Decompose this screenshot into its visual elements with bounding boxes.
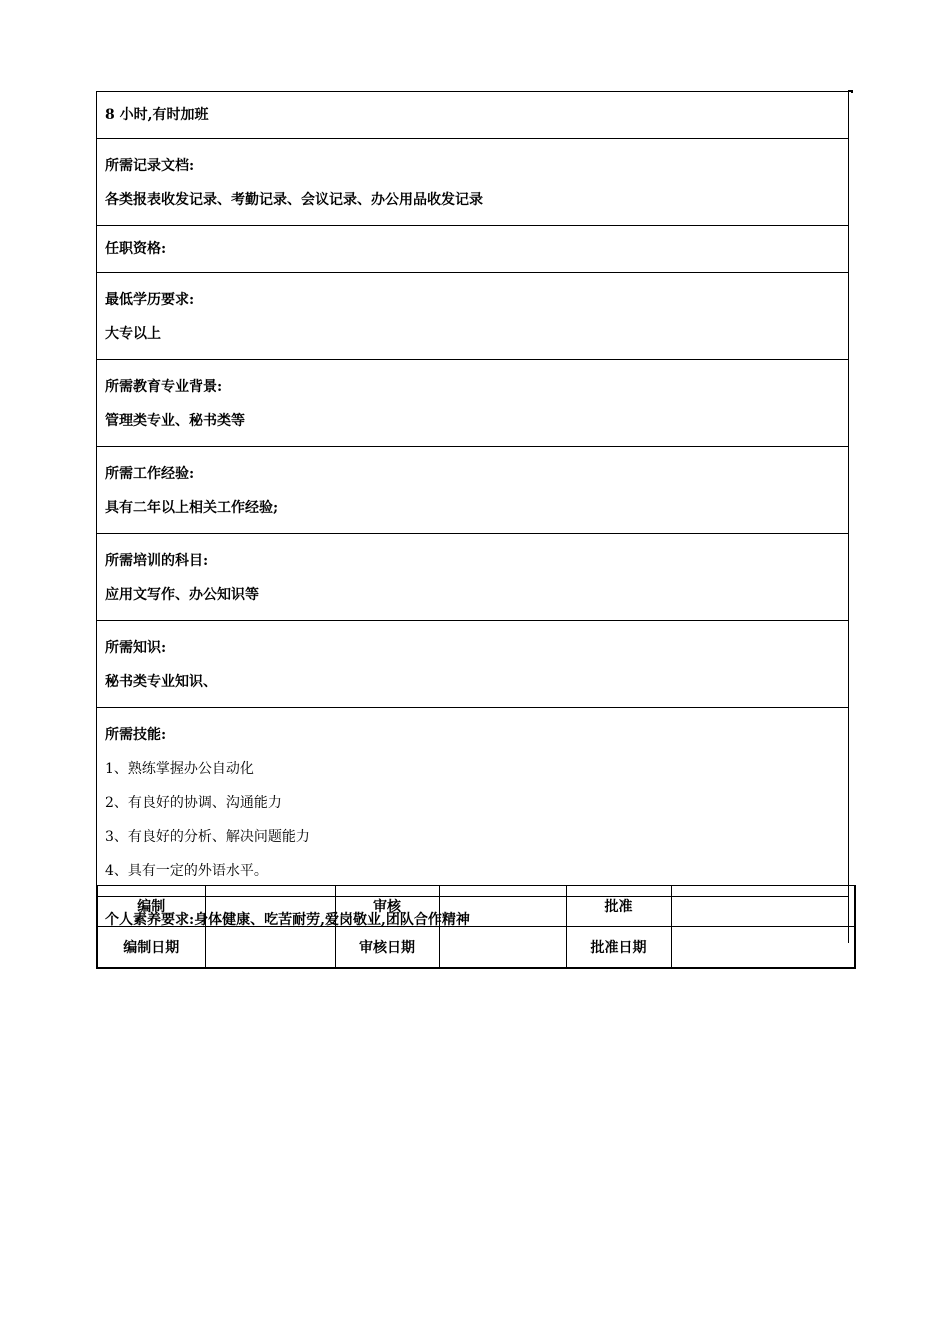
knowledge-heading: 所需知识: (105, 640, 167, 656)
working-hours-text: 8 小时,有时加班 (105, 107, 209, 123)
row-knowledge (97, 621, 848, 708)
row-major (97, 360, 848, 447)
row-education (97, 273, 848, 360)
approved-label: 批准 (566, 886, 671, 927)
education-value: 大专以上 (105, 326, 161, 342)
skill-item-1: 1、熟练掌握办公自动化 (105, 761, 254, 777)
records-heading: 所需记录文档: (105, 158, 195, 174)
skill-item-4: 4、具有一定的外语水平。 (105, 863, 268, 879)
approved-field[interactable] (671, 886, 855, 927)
prepared-label: 编制 (97, 886, 205, 927)
training-value: 应用文写作、办公知识等 (105, 587, 259, 603)
row-qualification (97, 226, 848, 273)
reviewed-field[interactable] (439, 886, 566, 927)
signoff-date-row (97, 927, 855, 969)
prepared-field[interactable] (205, 886, 335, 927)
row-skills (97, 708, 848, 897)
row-required-records (97, 139, 848, 226)
reviewed-date-field[interactable] (439, 927, 566, 969)
row-experience (97, 447, 848, 534)
education-heading: 最低学历要求: (105, 292, 195, 308)
approved-date-label: 批准日期 (566, 927, 671, 969)
records-value: 各类报表收发记录、考勤记录、会议记录、办公用品收发记录 (105, 192, 483, 208)
prepared-date-field[interactable] (205, 927, 335, 969)
major-heading: 所需教育专业背景: (105, 379, 223, 395)
knowledge-value: 秘书类专业知识、 (105, 674, 217, 690)
row-working-hours (97, 92, 848, 139)
reviewed-label: 审核 (335, 886, 439, 927)
qualification-heading: 任职资格: (105, 241, 167, 257)
skills-heading: 所需技能: (105, 727, 167, 743)
signoff-table (96, 885, 856, 969)
reviewed-date-label: 审核日期 (335, 927, 439, 969)
job-requirements-table (96, 91, 849, 943)
skill-item-3: 3、有良好的分析、解决问题能力 (105, 829, 310, 845)
skill-item-2: 2、有良好的协调、沟通能力 (105, 795, 282, 811)
prepared-date-label: 编制日期 (97, 927, 205, 969)
row-training (97, 534, 848, 621)
personal-qualities-text: 个人素养要求:身体健康、吃苦耐劳,爱岗敬业,团队合作精神 (105, 912, 470, 928)
approved-date-field[interactable] (671, 927, 855, 969)
training-heading: 所需培训的科目: (105, 553, 209, 569)
signoff-row (97, 886, 855, 927)
experience-heading: 所需工作经验: (105, 466, 195, 482)
major-value: 管理类专业、秘书类等 (105, 413, 245, 429)
experience-value: 具有二年以上相关工作经验; (105, 500, 279, 516)
